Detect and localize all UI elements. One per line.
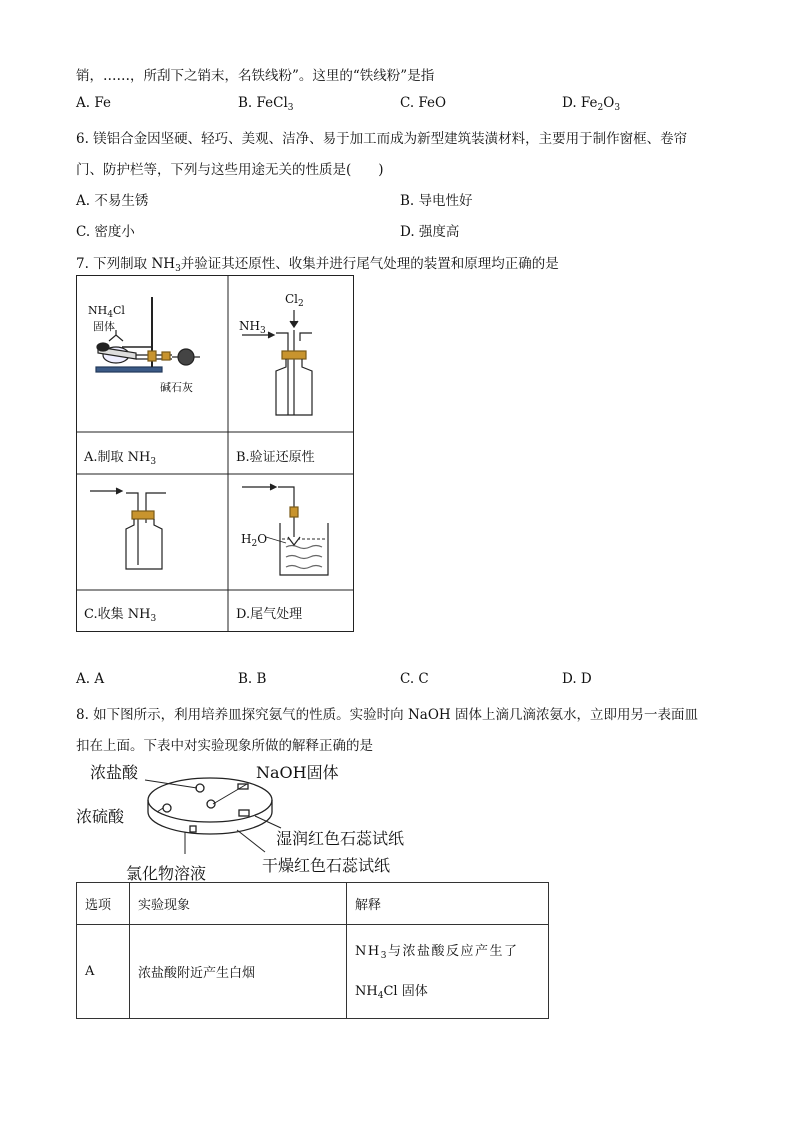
explanation-line2: $NH_4Cl$ 固体 bbox=[355, 983, 428, 1001]
cell-caption-a: A.制取 $NH_3$ bbox=[84, 450, 157, 467]
q7-option-d: D. D bbox=[562, 671, 592, 687]
cell-caption-c: C.收集 $NH_3$ bbox=[84, 607, 157, 624]
q5-option-d: D. $Fe_2O_3$ bbox=[562, 95, 621, 113]
table-row bbox=[77, 925, 549, 1019]
label-solid: 固体 bbox=[93, 320, 115, 333]
q7-stem: 7. 下列制取 $NH_3$并验证其还原性、收集并进行尾气处理的装置和原理均正确的是 bbox=[76, 256, 559, 274]
label-nh4cl: $NH_4Cl$ bbox=[88, 304, 125, 320]
label-h2o: $H_2O$ bbox=[241, 532, 268, 549]
row-explanation bbox=[347, 925, 549, 1019]
label-conc-hcl: 浓盐酸 bbox=[90, 763, 139, 782]
label-nh3: $NH_3$ bbox=[239, 319, 266, 336]
q7-option-b: B. B bbox=[238, 671, 267, 687]
apparatus-c-bottle bbox=[90, 488, 166, 569]
q8-stem-line1: 8. 如下图所示，利用培养皿探究氨气的性质。实验时向 NaOH 固体上滴几滴浓氨水，立即用另一表面皿 bbox=[76, 707, 698, 723]
label-chloride-solution: 氯化物溶液 bbox=[126, 864, 207, 883]
q6-option-c: C. 密度小 bbox=[76, 224, 135, 240]
q8-stem-line2: 扣在上面。下表中对实验现象所做的解释正确的是 bbox=[76, 738, 373, 754]
label-dry-litmus: 干燥红色石蕊试纸 bbox=[262, 856, 391, 875]
q5-option-c: C. FeO bbox=[400, 95, 447, 111]
q5-option-b: B. FeCl$_3$ bbox=[238, 95, 294, 113]
header-option: 选项 bbox=[77, 883, 130, 925]
label-naoh-solid: NaOH固体 bbox=[256, 763, 339, 782]
label-cl2: $Cl_2$ bbox=[285, 292, 304, 309]
table-header-row bbox=[77, 883, 549, 925]
q7-option-c: C. C bbox=[400, 671, 429, 687]
header-phenomenon: 实验现象 bbox=[130, 883, 347, 925]
q7-option-a: A. A bbox=[76, 671, 105, 687]
cell-caption-b: B.验证还原性 bbox=[236, 450, 315, 465]
row-option: A bbox=[77, 925, 130, 1019]
label-wet-litmus: 湿润红色石蕊试纸 bbox=[276, 829, 405, 848]
q5-option-a: A. Fe bbox=[76, 95, 111, 111]
q6-stem-line1: 6. 镁铝合金因坚硬、轻巧、美观、洁净、易于加工而成为新型建筑装潢材料，主要用于制作窗框、卷帘 bbox=[76, 131, 688, 147]
explanation-line1: $NH_3$与浓盐酸反应产生了 bbox=[355, 943, 519, 961]
label-conc-h2so4: 浓硫酸 bbox=[76, 807, 125, 826]
q6-option-d: D. 强度高 bbox=[400, 224, 460, 240]
cell-caption-d: D.尾气处理 bbox=[236, 607, 303, 622]
q6-option-b: B. 导电性好 bbox=[400, 193, 473, 209]
q5-stem: 销，……，所刮下之销末，名铁线粉”。这里的“铁线粉”是指 bbox=[76, 68, 435, 84]
row-phenomenon: 浓盐酸附近产生白烟 bbox=[130, 925, 347, 1019]
header-explanation: 解释 bbox=[347, 883, 549, 925]
label-soda-lime: 碱石灰 bbox=[160, 381, 193, 394]
q8-table bbox=[76, 882, 549, 1019]
apparatus-d-beaker bbox=[242, 484, 328, 575]
q6-stem-line2: 门、防护栏等，下列与这些用途无关的性质是( ) bbox=[76, 162, 384, 178]
q6-option-a: A. 不易生锈 bbox=[76, 193, 149, 209]
